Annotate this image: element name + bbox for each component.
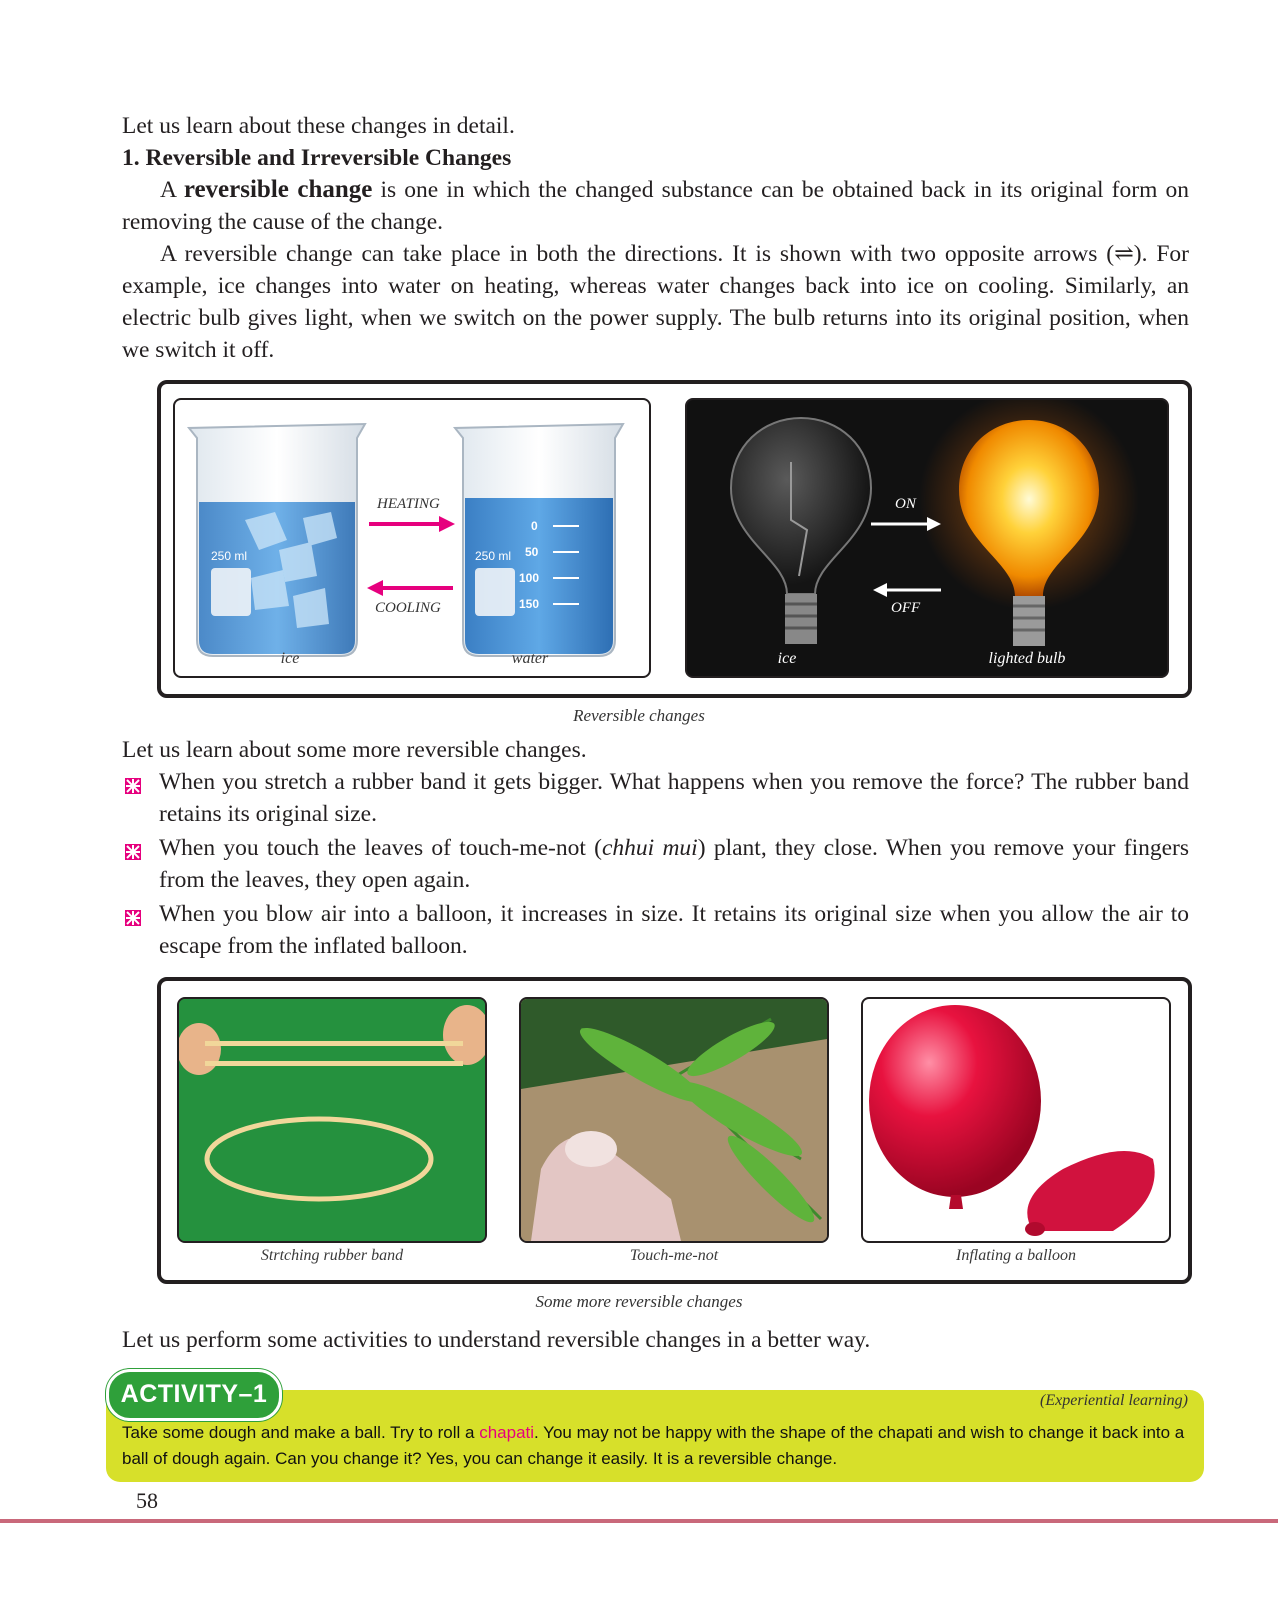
page-number: 58 (136, 1488, 158, 1513)
activity-badge (106, 1369, 282, 1421)
activity-badge-label: ACTIVITY–1 (120, 1380, 268, 1408)
rubber-band-photo (177, 997, 487, 1243)
water-beaker (455, 424, 623, 656)
off-arrow (873, 583, 941, 597)
balloon-photo (861, 997, 1171, 1243)
lighted-bulb-caption: lighted bulb (988, 650, 1066, 667)
examples-part2: ). For example, ice changes into water on heating, whereas water changes back into ice on cooling. Similarly, an electric bulb gives light, when we switch on the power supply. The bulb returns into its original position, when we switch it off. (122, 241, 1189, 363)
touch-me-not-photo (519, 997, 829, 1243)
svg-text:250 ml: 250 ml (475, 549, 512, 563)
activities-intro-text: Let us perform some activities to understand reversible changes in a better way. (122, 1327, 871, 1353)
dark-bulb (731, 418, 871, 644)
ice-caption: ice (280, 650, 300, 667)
dark-bulb-caption: ice (777, 650, 797, 667)
bullet-item-touch-me-not: When you touch the leaves of touch-me-not (chhui mui) plant, they close. When you remove your fingers from the leaves, they open again. (159, 835, 1190, 893)
intro-text: Let us learn about these changes in detail. (122, 113, 515, 139)
balloon-illustration (863, 999, 1169, 1241)
bullet-item-balloon: When you blow air into a balloon, it increases in size. It retains its original size when you allow the air to escape from the inflated balloon. (159, 901, 1189, 959)
bulb-panel (685, 398, 1169, 678)
activity-highlight: chapati (479, 1423, 535, 1442)
svg-text:100: 100 (519, 571, 540, 585)
bullet-cross-icon (125, 778, 141, 794)
activity-note: (Experiential learning) (1040, 1392, 1188, 1409)
definition-term: reversible change (183, 176, 373, 203)
heating-arrow (369, 516, 455, 532)
bullet-cross-icon (125, 910, 141, 926)
bulbs-illustration (687, 400, 1167, 676)
water-caption: water (511, 650, 549, 667)
lighted-bulb (959, 420, 1099, 646)
footer-rule (0, 1519, 1278, 1523)
figure2-caption: Some more reversible changes (535, 1292, 743, 1311)
balloon-caption: Inflating a balloon (956, 1247, 1076, 1264)
definition-lead: A (160, 177, 184, 203)
beakers-illustration (175, 400, 649, 676)
equilibrium-arrow-symbol: ⇌ (1114, 241, 1134, 267)
examples-part1: A reversible change can take place in both the directions. It is shown with two opposite arrows ( (160, 241, 1115, 267)
cooling-label: COOLING (375, 600, 441, 616)
beaker-panel (173, 398, 651, 678)
paragraph-examples (122, 238, 1189, 366)
cooling-arrow (367, 580, 453, 596)
svg-text:250 ml: 250 ml (211, 549, 248, 563)
activity-text: Take some dough and make a ball. Try to roll a chapati. You may not be happy with the shape of the chapati and wish to change it back into a ball of dough again. Can you change it? Yes, you can change it easily. It is a reversible change. (122, 1423, 1185, 1468)
rubber-band-illustration (179, 999, 485, 1241)
figure-more-reversible-changes (157, 977, 1192, 1284)
rubber-band-caption: Strtching rubber band (260, 1247, 404, 1264)
figure-reversible-changes (157, 380, 1192, 698)
on-label: ON (895, 496, 916, 512)
off-label: OFF (891, 600, 921, 616)
touch-me-not-illustration (521, 999, 827, 1241)
svg-text:150: 150 (519, 597, 540, 611)
figure1-caption: Reversible changes (573, 706, 705, 725)
svg-text:50: 50 (525, 545, 539, 559)
section-heading: 1. Reversible and Irreversible Changes (122, 145, 512, 171)
bullet-item-rubber-band: When you stretch a rubber band it gets bigger. What happens when you remove the force? The rubber band retains its original size. (159, 769, 1189, 827)
heating-label: HEATING (377, 496, 440, 512)
more-intro-text: Let us learn about some more reversible changes. (122, 737, 587, 763)
ice-beaker (189, 424, 365, 656)
svg-text:0: 0 (531, 519, 538, 533)
on-arrow (871, 517, 941, 531)
paragraph-definition (122, 174, 1189, 238)
definition-rest: is one in which the changed substance can be obtained back in its original form on removing the cause of the change. (122, 177, 1189, 235)
bullet-cross-icon (125, 844, 141, 860)
touch-me-not-caption: Touch-me-not (629, 1247, 719, 1264)
